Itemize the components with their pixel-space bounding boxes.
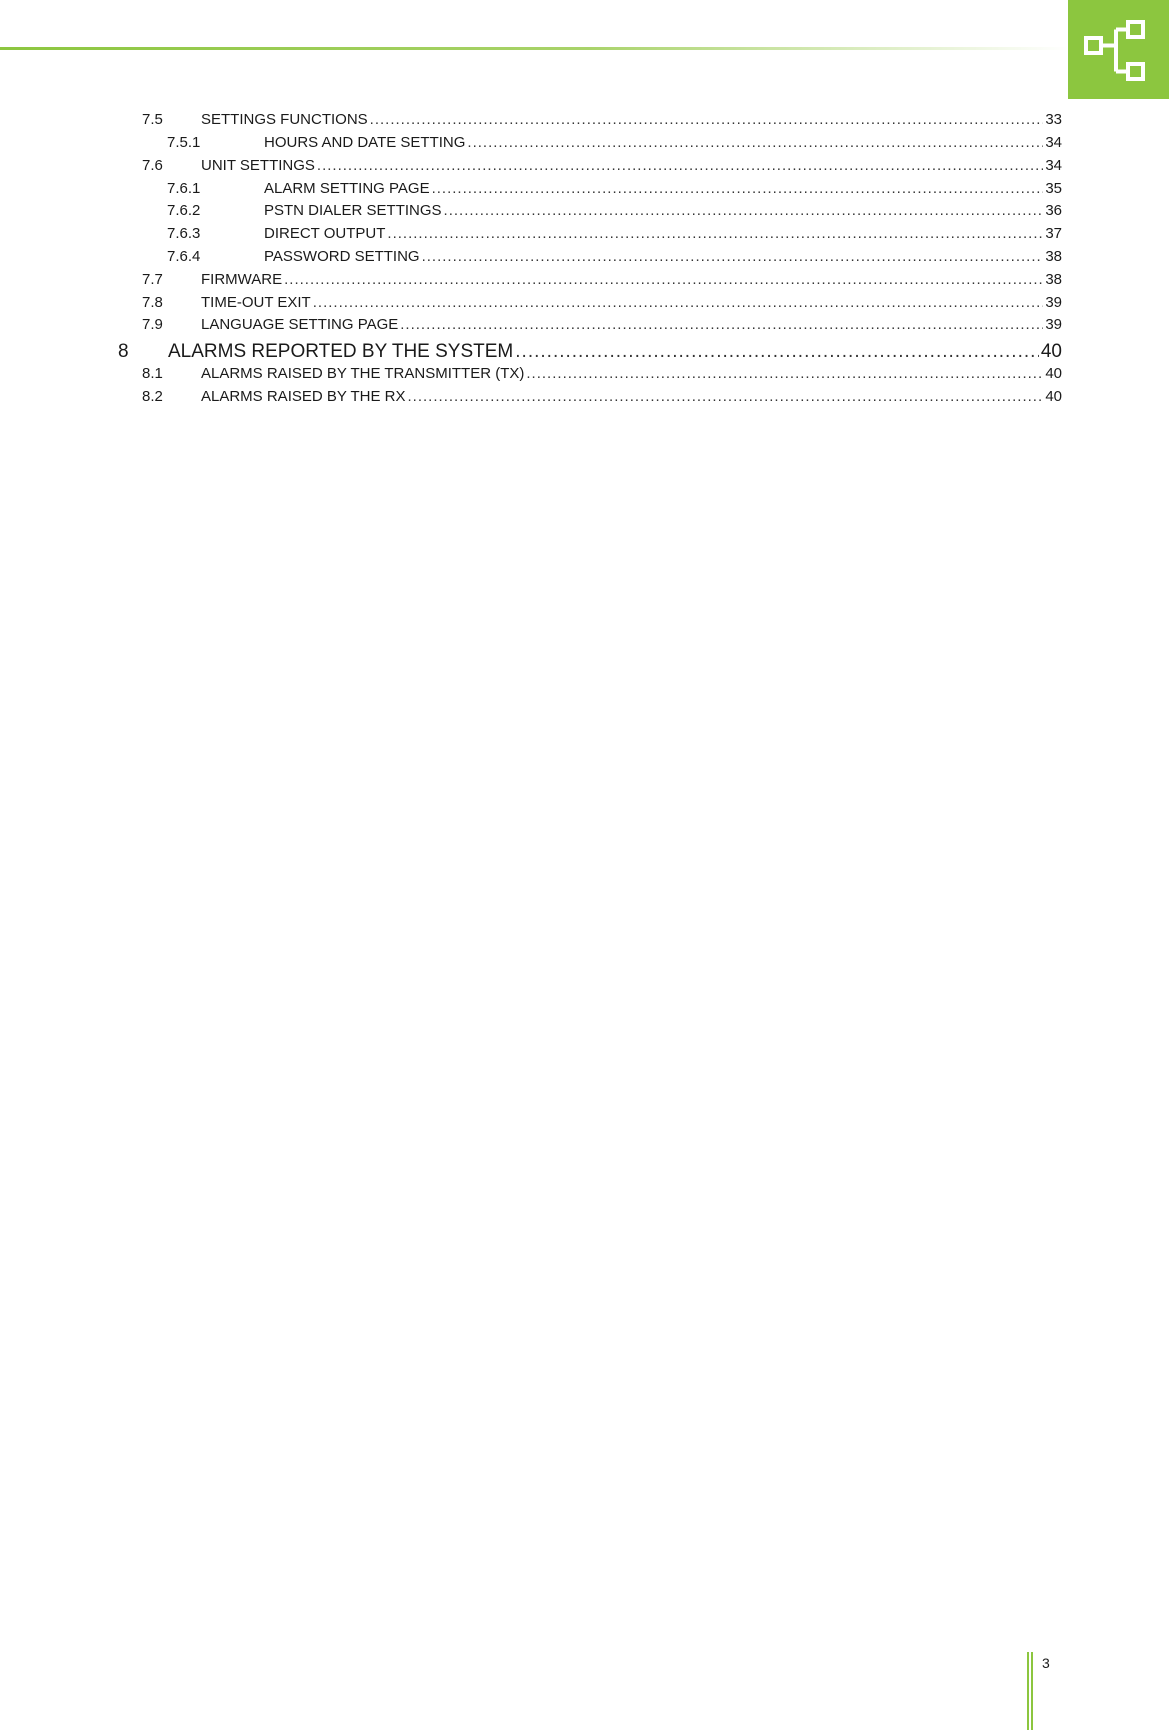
toc-entry-number: 8.2 [142, 388, 163, 405]
toc-entry-page: 34 [1045, 157, 1062, 174]
toc-entry-title: LANGUAGE SETTING PAGE [201, 316, 399, 333]
toc-entry-number: 7.6.1 [167, 180, 201, 197]
toc-dot-leader [444, 202, 1044, 220]
toc-entry-title: ALARMS RAISED BY THE TRANSMITTER (TX) [201, 365, 525, 382]
toc-entry[interactable] [0, 365, 1062, 383]
toc-dot-leader [432, 180, 1044, 198]
toc-entry-title: HOURS AND DATE SETTING [264, 134, 466, 151]
toc-entry-page: 34 [1045, 134, 1062, 151]
toc-entry-number: 7.5 [142, 111, 163, 128]
toc-dot-leader [400, 316, 1043, 334]
logo [1068, 0, 1169, 99]
toc-entry-page: 37 [1045, 225, 1062, 242]
toc-entry-title: UNIT SETTINGS [201, 157, 315, 174]
toc-entry[interactable] [0, 388, 1062, 406]
toc-entry[interactable] [0, 271, 1062, 289]
toc-entry-title: ALARM SETTING PAGE [264, 180, 430, 197]
toc-dot-leader [370, 111, 1044, 129]
toc-entry-title: TIME-OUT EXIT [201, 294, 311, 311]
toc-entry-page: 39 [1045, 294, 1062, 311]
toc-entry[interactable] [0, 316, 1062, 334]
hierarchy-icon [1068, 0, 1169, 99]
toc-entry-number: 7.6 [142, 157, 163, 174]
toc-entry-number: 7.7 [142, 271, 163, 288]
toc-entry-page: 40 [1045, 365, 1062, 382]
toc-entry-number: 7.6.4 [167, 248, 201, 265]
toc-entry-page: 33 [1045, 111, 1062, 128]
toc-dot-leader [526, 365, 1043, 383]
toc-entry-title: PASSWORD SETTING [264, 248, 420, 265]
toc-entry[interactable] [0, 225, 1062, 243]
toc-entry[interactable] [0, 134, 1062, 152]
toc-entry-page: 38 [1045, 271, 1062, 288]
toc-entry-page: 40 [1045, 388, 1062, 405]
toc-entry-number: 7.6.2 [167, 202, 201, 219]
toc-entry[interactable] [0, 157, 1062, 175]
footer-bars [1027, 1652, 1035, 1730]
toc-entry[interactable] [0, 202, 1062, 220]
toc-entry-title: PSTN DIALER SETTINGS [264, 202, 442, 219]
toc-dot-leader [408, 388, 1044, 406]
toc-dot-leader [387, 225, 1043, 243]
toc-entry[interactable] [0, 248, 1062, 266]
toc-entry-title: ALARMS RAISED BY THE RX [201, 388, 406, 405]
toc-entry-number: 8.1 [142, 365, 163, 382]
toc-dot-leader [467, 134, 1043, 152]
toc-entry-title: FIRMWARE [201, 271, 283, 288]
toc-entry-number: 7.6.3 [167, 225, 201, 242]
toc-entry-number: 7.8 [142, 294, 163, 311]
toc-entry-number: 7.9 [142, 316, 163, 333]
toc-entry[interactable] [0, 111, 1062, 129]
toc-entry-page: 38 [1045, 248, 1062, 265]
toc-entry-page: 40 [1040, 341, 1062, 362]
toc-entry[interactable] [0, 180, 1062, 198]
toc-entry[interactable] [0, 341, 1062, 363]
toc-entry-number: 7.5.1 [167, 134, 201, 151]
toc-entry-title: SETTINGS FUNCTIONS [201, 111, 368, 128]
toc-dot-leader [515, 341, 1039, 363]
toc-entry-page: 39 [1045, 316, 1062, 333]
toc-dot-leader [313, 294, 1044, 312]
toc-entry-page: 35 [1045, 180, 1062, 197]
toc-dot-leader [284, 271, 1043, 289]
toc-entry-page: 36 [1045, 202, 1062, 219]
toc-entry[interactable] [0, 294, 1062, 312]
toc-dot-leader [422, 248, 1044, 266]
toc-dot-leader [317, 157, 1043, 175]
header-rule [0, 47, 1068, 50]
page-number: 3 [1042, 1655, 1050, 1671]
toc-entry-number: 8 [118, 341, 129, 362]
toc-entry-title: ALARMS REPORTED BY THE SYSTEM [168, 341, 514, 362]
toc-entry-title: DIRECT OUTPUT [264, 225, 386, 242]
